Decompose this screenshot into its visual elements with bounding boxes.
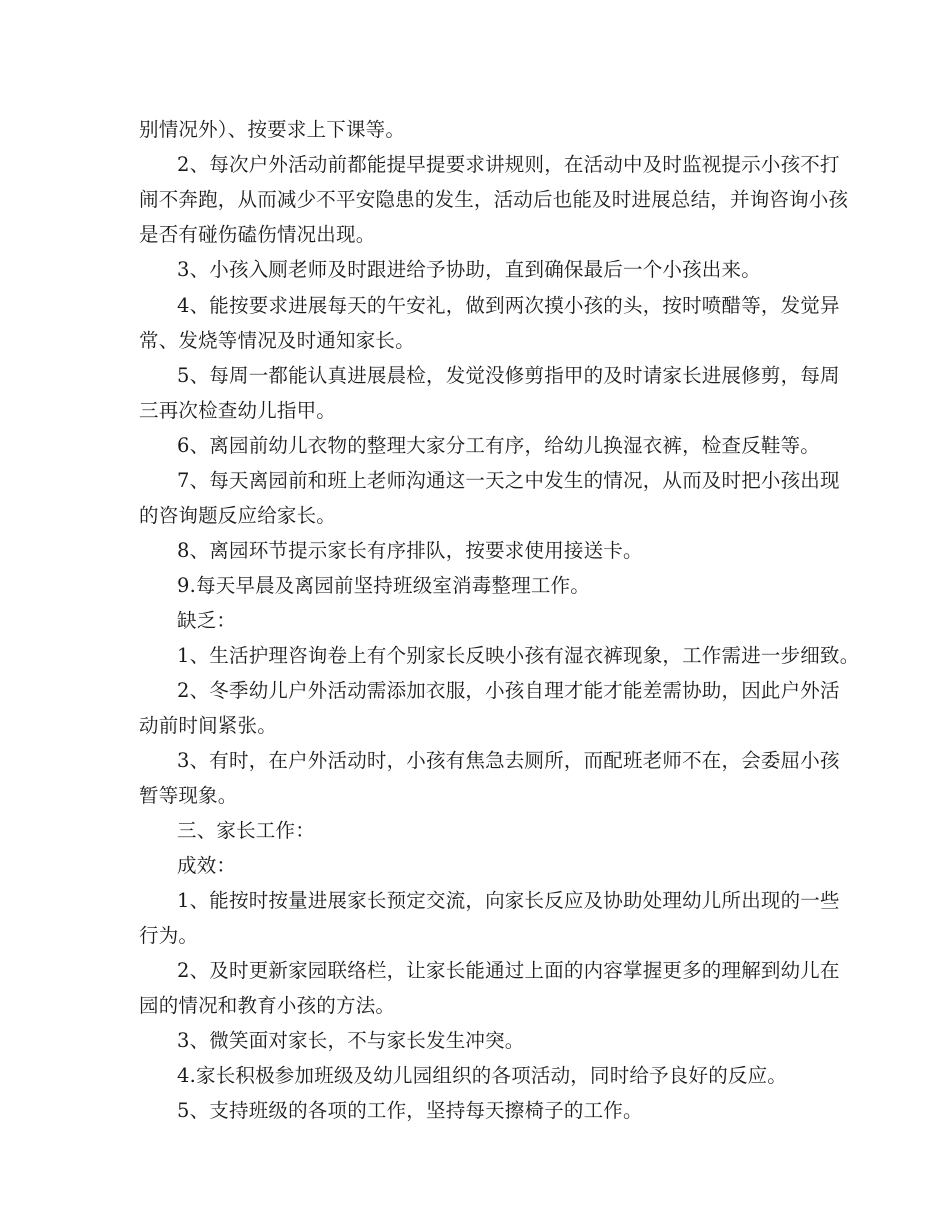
section-label: 缺乏： bbox=[177, 609, 237, 632]
text-line: 闹不奔跑，从而减少不平安隐患的发生，活动后也能及时进展总结，并询咨询小孩 bbox=[139, 188, 849, 211]
text-line: 4.家长积极参加班级及幼儿园组织的各项活动，同时给予良好的反应。 bbox=[177, 1064, 788, 1087]
text-line: 1、生活护理咨询卷上有个别家长反映小孩有湿衣裤现象，工作需进一步细致。 bbox=[177, 644, 860, 667]
text-line: 2、及时更新家园联络栏，让家长能通过上面的内容掌握更多的理解到幼儿在 bbox=[177, 959, 840, 982]
text-line: 8、离园环节提示家长有序排队，按要求使用接送卡。 bbox=[177, 539, 643, 562]
text-line: 2、冬季幼儿户外活动需添加衣服，小孩自理才能才能差需协助，因此户外活 bbox=[177, 679, 840, 702]
section-label: 成效： bbox=[177, 854, 237, 877]
text-line: 三再次检查幼儿指甲。 bbox=[139, 399, 337, 422]
text-line: 行为。 bbox=[139, 924, 199, 947]
text-line: 动前时间紧张。 bbox=[139, 714, 277, 737]
text-line: 3、微笑面对家长，不与家长发生冲突。 bbox=[177, 1029, 525, 1052]
text-line: 常、发烧等情况及时通知家长。 bbox=[139, 329, 415, 352]
section-heading: 三、家长工作： bbox=[177, 819, 315, 842]
text-line: 1、能按时按量进展家长预定交流，向家长反应及协助处理幼儿所出现的一些 bbox=[177, 889, 840, 912]
text-line: 6、离园前幼儿衣物的整理大家分工有序，给幼儿换湿衣裤，检查反鞋等。 bbox=[177, 434, 821, 457]
text-line: 7、每天离园前和班上老师沟通这一天之中发生的情况，从而及时把小孩出现 bbox=[177, 469, 840, 492]
text-line: 2、每次户外活动前都能提早提要求讲规则，在活动中及时监视提示小孩不打 bbox=[177, 153, 840, 176]
text-line: 9.每天早晨及离园前坚持班级室消毒整理工作。 bbox=[177, 574, 591, 597]
text-line: 3、有时，在户外活动时，小孩有焦急去厕所，而配班老师不在，会委屈小孩 bbox=[177, 749, 840, 772]
text-line: 3、小孩入厕老师及时跟进给予协助，直到确保最后一个小孩出来。 bbox=[177, 258, 761, 281]
text-line: 别情况外）、按要求上下课等。 bbox=[139, 118, 406, 141]
text-line: 园的情况和教育小孩的方法。 bbox=[139, 994, 396, 1017]
text-line: 4、能按要求进展每天的午安礼，做到两次摸小孩的头，按时喷醋等，发觉异 bbox=[177, 294, 840, 317]
text-line: 暂等现象。 bbox=[139, 784, 238, 807]
text-line: 是否有碰伤磕伤情况出现。 bbox=[139, 223, 376, 246]
text-line: 5、支持班级的各项的工作，坚持每天擦椅子的工作。 bbox=[177, 1099, 643, 1122]
text-line: 的咨询题反应给家长。 bbox=[139, 504, 337, 527]
text-line: 5、每周一都能认真进展晨检，发觉没修剪指甲的及时请家长进展修剪，每周 bbox=[177, 364, 840, 387]
